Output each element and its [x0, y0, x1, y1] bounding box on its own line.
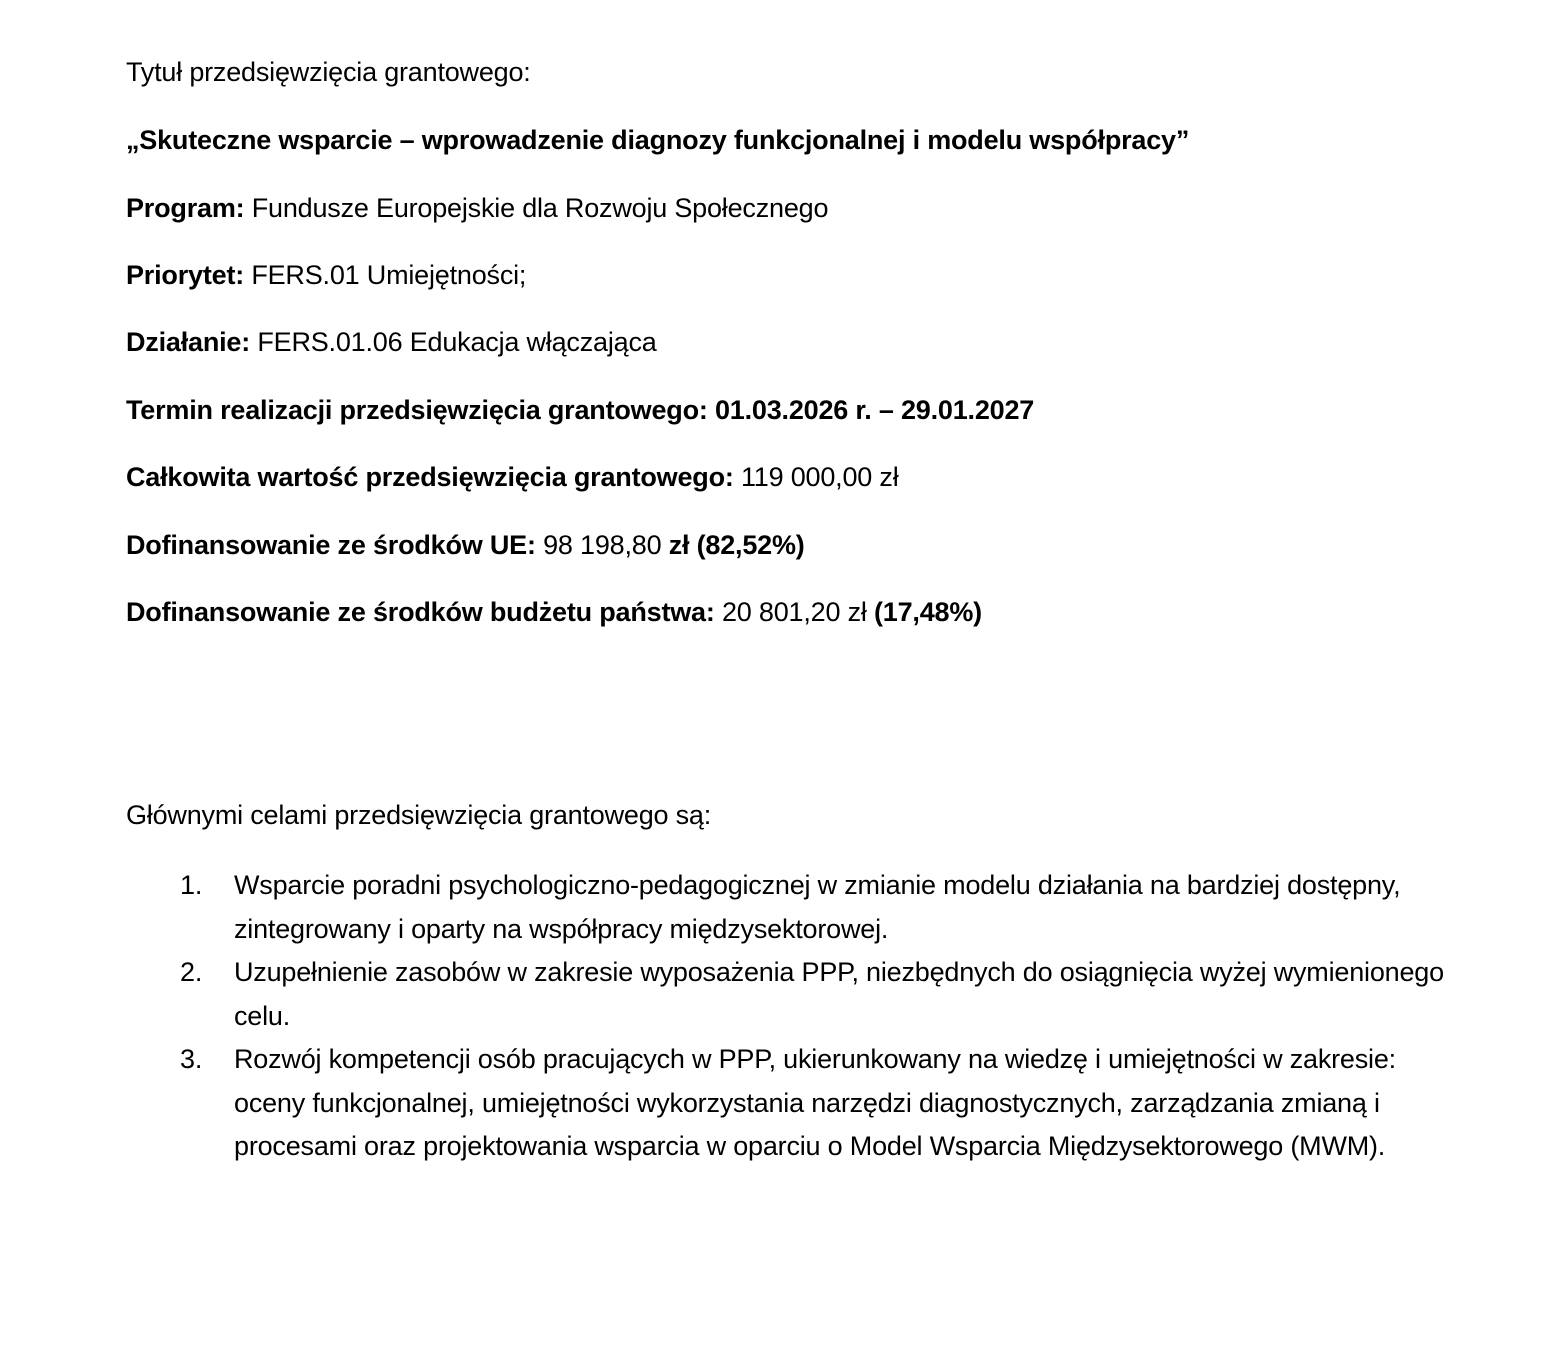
action-line [126, 324, 657, 360]
state-funding-line [126, 594, 982, 630]
title-label: Tytuł przedsięwzięcia grantowego: [126, 57, 531, 87]
action-label: Działanie: [126, 327, 251, 357]
project-title: „Skuteczne wsparcie – wprowadzenie diagnozy funkcjonalnej i modelu współpracy” [126, 125, 1190, 155]
goals-list [126, 864, 1456, 1169]
list-item-number: 3. [180, 1044, 203, 1074]
list-item [126, 1038, 1456, 1169]
list-item-number: 1. [180, 870, 203, 900]
state-funding-label: Dofinansowanie ze środków budżetu państwa: [126, 597, 715, 627]
program-line [126, 190, 828, 226]
eu-funding-line [126, 527, 805, 563]
program-value: Fundusze Europejskie dla Rozwoju Społecznego [244, 193, 829, 223]
list-item-text: Uzupełnienie zasobów w zakresie wyposażenia PPP, niezbędnych do osiągnięcia wyżej wymienionego celu. [234, 957, 1444, 1031]
list-item [126, 864, 1456, 951]
priority-label: Priorytet: [126, 260, 245, 290]
term-line: Termin realizacji przedsięwzięcia grantowego: 01.03.2026 r. – 29.01.2027 [126, 395, 1035, 425]
eu-funding-suffix: zł (82,52%) [661, 530, 805, 560]
eu-funding-amount: 98 198,80 [535, 530, 662, 560]
list-item [126, 951, 1456, 1038]
total-value-amount: 119 000,00 zł [733, 462, 899, 492]
goals-intro: Głównymi celami przedsięwzięcia grantowego są: [126, 800, 712, 830]
list-item-number: 2. [180, 957, 203, 987]
priority-value: FERS.01 Umiejętności; [244, 260, 527, 290]
priority-line [126, 257, 526, 293]
list-item-text: Rozwój kompetencji osób pracujących w PPP, ukierunkowany na wiedzę i umiejętności w zakresie: oceny funkcjonalnej, umiejętności wykorzystania narzędzi diagnostycznych, zarządzania zmianą i procesami oraz projektowania wsparcia w oparciu o Model Wsparcia Międzysektorowego (MWM). [234, 1044, 1396, 1161]
program-label: Program: [126, 193, 245, 223]
total-value-label: Całkowita wartość przedsięwzięcia grantowego: [126, 462, 734, 492]
list-item-text: Wsparcie poradni psychologiczno-pedagogicznej w zmianie modelu działania na bardziej dostępny, zintegrowany i oparty na współpracy międzysektorowej. [234, 870, 1401, 944]
state-funding-amount: 20 801,20 zł [714, 597, 867, 627]
action-value: FERS.01.06 Edukacja włączająca [250, 327, 657, 357]
total-value-line [126, 459, 899, 495]
state-funding-percent: (17,48%) [866, 597, 982, 627]
eu-funding-label: Dofinansowanie ze środków UE: [126, 530, 536, 560]
